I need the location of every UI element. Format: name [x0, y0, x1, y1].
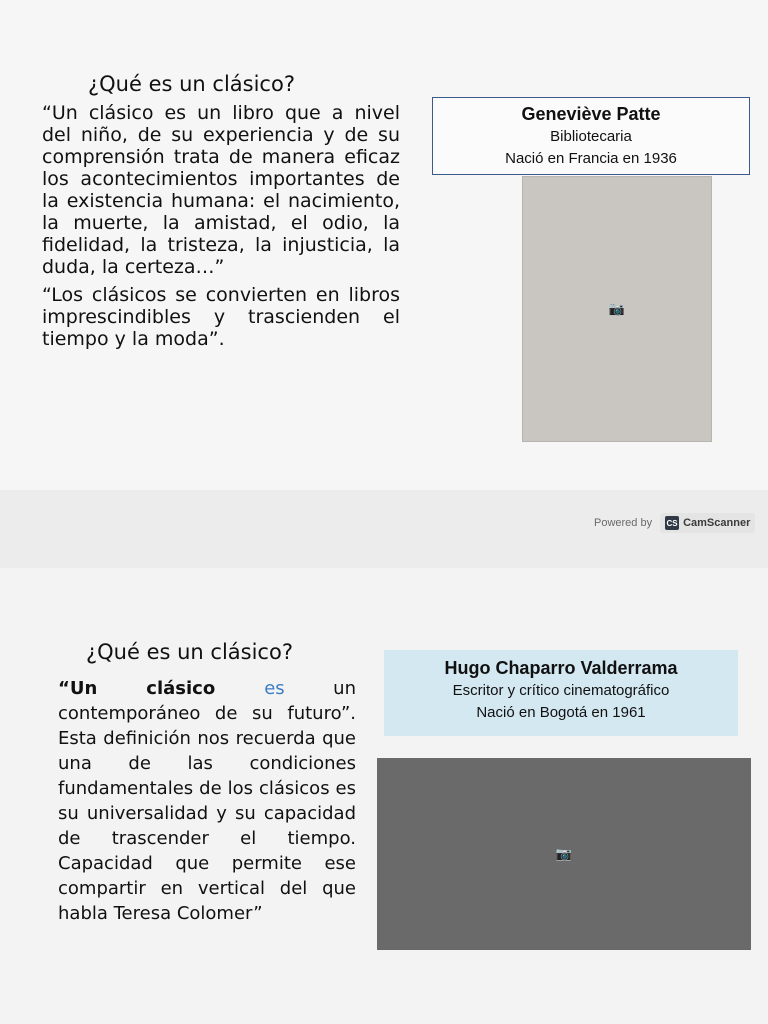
- slide-1-quote-2: “Los clásicos se convierten en libros imprescindibles y trascienden el tiempo y la moda”.: [42, 284, 400, 350]
- powered-by-label: Powered by: [594, 517, 653, 529]
- caption-2-role: Escritor y crítico cinematográfico: [452, 682, 670, 699]
- photo-1: [522, 176, 712, 442]
- caption-2-born: Nació en Bogotá en 1961: [476, 704, 646, 721]
- camscanner-badge: [660, 513, 755, 533]
- slide-1-heading: ¿Qué es un clásico?: [88, 72, 295, 96]
- slide-1: [0, 0, 768, 490]
- slide-2-heading: ¿Qué es un clásico?: [86, 640, 293, 664]
- caption-2-name: Hugo Chaparro Valderrama: [444, 658, 678, 678]
- caption-1-born: Nació en Francia en 1936: [505, 150, 677, 167]
- caption-1: [432, 97, 750, 175]
- photo-1-placeholder-icon: 📷: [608, 301, 626, 316]
- caption-2: [384, 650, 738, 736]
- slide-2-quote: [58, 676, 356, 926]
- slide-2-quote-accent: es: [264, 678, 285, 699]
- slide-2-body: [58, 676, 356, 932]
- caption-1-name: Geneviève Patte: [521, 104, 661, 124]
- slide-2-quote-open: “Un clásico: [58, 678, 265, 699]
- camscanner-name: CamScanner: [683, 517, 751, 529]
- photo-2: [377, 758, 751, 950]
- photo-2-placeholder-icon: 📷: [555, 846, 573, 861]
- slide-1-quote-1: “Un clásico es un libro que a nivel del niño, de su experiencia y de su comprensión trata de manera eficaz los acontecimientos importantes de la existencia humana: el nacimiento, la muerte, la amistad, el odio, la fidelidad, la tristeza, la injusticia, la duda, la certeza…”: [42, 102, 400, 278]
- scanner-watermark: [594, 510, 764, 536]
- camscanner-logo-icon: CS: [665, 516, 679, 530]
- slide-2-quote-rest: un contemporáneo de su futuro”. Esta definición nos recuerda que una de las condiciones fundamentales de los clásicos es su universalidad y su capacidad de trascender el tiempo. Capacidad que permite ese compartir en vertical del que habla Teresa Colomer”: [58, 678, 356, 924]
- slide-2: [0, 568, 768, 1024]
- slide-1-body: [42, 102, 400, 356]
- caption-1-role: Bibliotecaria: [550, 128, 632, 145]
